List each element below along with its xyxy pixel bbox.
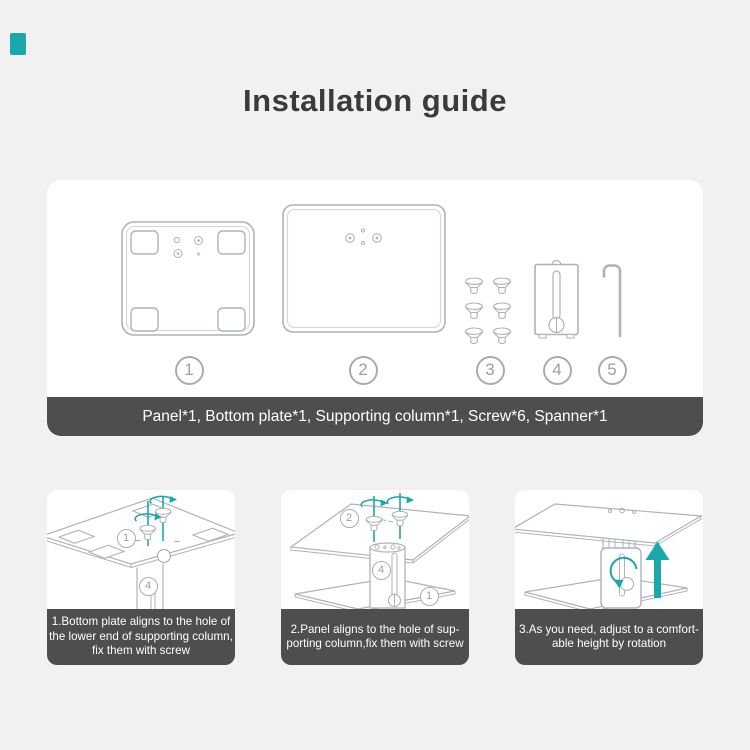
part-number-badge-2 [349, 356, 378, 385]
step-2-caption-line2: porting column,fix them with screw [286, 637, 464, 650]
supporting-column-drawing [535, 261, 578, 339]
step-card-2 [281, 490, 469, 665]
step-3-caption-line2: able height by rotation [551, 637, 667, 650]
part-number-3: 3 [485, 360, 495, 379]
spanner-drawing [604, 266, 620, 337]
step1-plate-label [117, 529, 136, 548]
step2-plate-number: 1 [425, 590, 433, 602]
step-2-caption [281, 609, 469, 665]
part-number-1: 1 [184, 360, 194, 379]
part-number-badge-1 [175, 356, 204, 385]
part-number-2: 2 [358, 360, 368, 379]
step1-plate-number: 1 [122, 532, 130, 544]
part-number-5: 5 [607, 360, 617, 379]
step-card-3 [515, 490, 703, 665]
parts-list-text: Panel*1, Bottom plate*1, Supporting column*1, Screw*6, Spanner*1 [142, 407, 608, 425]
step-1-caption [47, 609, 235, 665]
step2-column-number: 4 [377, 564, 385, 576]
step-card-1 [47, 490, 235, 665]
part-number-badge-5 [598, 356, 627, 385]
part-number-badge-4 [543, 356, 572, 385]
panel-drawing [283, 205, 445, 332]
step-2-caption-line1: 2.Panel aligns to the hole of sup- [290, 622, 460, 636]
part-number-badge-3 [476, 356, 505, 385]
step2-panel-label [340, 509, 359, 528]
part-number-4: 4 [552, 360, 562, 379]
step-2-illustration [281, 490, 469, 609]
parts-overview-card [47, 180, 703, 436]
step-3-illustration [515, 490, 703, 609]
step2-column-label [372, 561, 391, 580]
step-1-caption-line3: fix them with screw [92, 644, 190, 658]
step-1-caption-line2: the lower end of supporting column, [49, 629, 233, 643]
step-3-caption [515, 609, 703, 665]
screws-drawing [466, 278, 511, 343]
step-1-caption-line1: 1.Bottom plate aligns to the hole of [51, 615, 231, 629]
teal-corner-tab [10, 33, 26, 55]
page-title: Installation guide [243, 83, 507, 118]
parts-list-bar [47, 397, 703, 436]
step2-panel-number: 2 [345, 512, 353, 524]
step1-column-label [139, 577, 158, 596]
step2-plate-label [420, 587, 439, 606]
step-3-caption-line1: 3.As you need, adjust to a comfort- [519, 622, 699, 636]
bottom-plate-drawing [122, 222, 254, 335]
step1-column-number: 4 [144, 580, 152, 592]
